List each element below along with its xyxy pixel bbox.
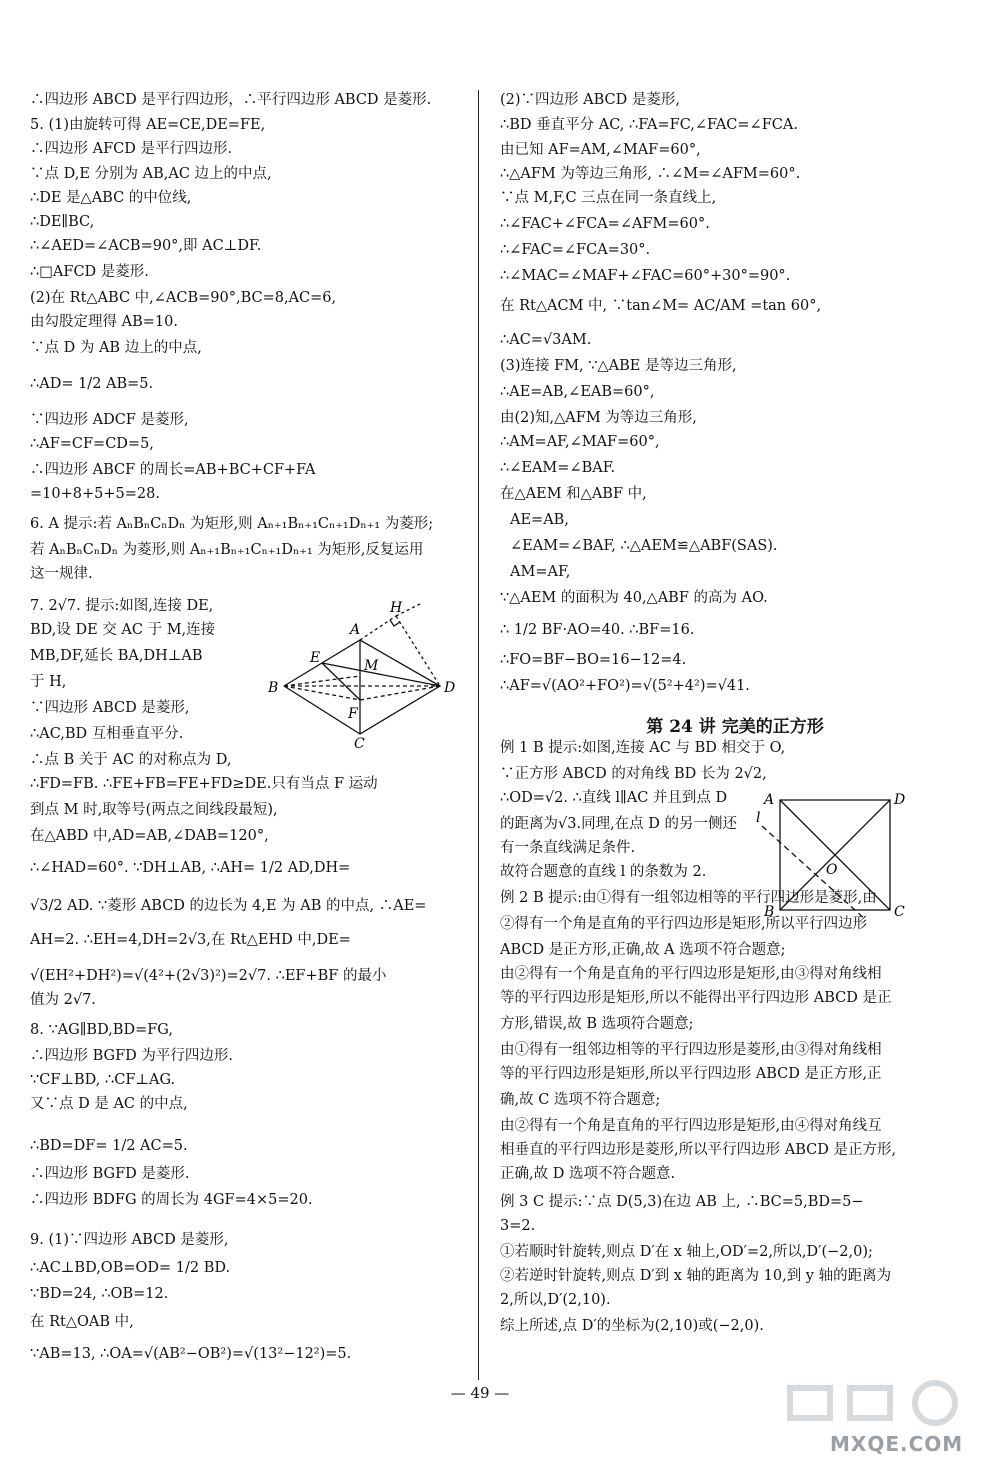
text-line: 6. A 提示:若 AₙBₙCₙDₙ 为矩形,则 Aₙ₊₁Bₙ₊₁Cₙ₊₁Dₙ₊₁ 为菱形; — [30, 516, 434, 532]
text-line: BD,设 DE 交 AC 于 M,连接 — [30, 622, 216, 638]
text-line: ∵四边形 ABCD 是菱形, — [30, 700, 190, 716]
text-line: 故符合题意的直线 l 的条数为 2. — [500, 864, 707, 880]
text-line: ②得有一个角是直角的平行四边形是矩形,所以平行四边形 — [500, 916, 868, 932]
text-line: ∵点 M,F,C 三点在同一条直线上, — [500, 190, 717, 206]
text-line: ①若顺时针旋转,则点 D′在 x 轴上,OD′=2,所以,D′(−2,0); — [500, 1244, 873, 1260]
text-line: ∴四边形 BGFD 是菱形. — [30, 1166, 190, 1182]
text-line: ∴AM=AF,∠MAF=60°, — [500, 434, 660, 450]
text-line: ∵正方形 ABCD 的对角线 BD 长为 2√2, — [500, 766, 767, 782]
text-line: ∴DE 是△ABC 的中位线, — [30, 190, 192, 206]
fig1-label-a: A — [350, 622, 361, 638]
text-line: 的距离为√3.同理,在点 D 的另一侧还 — [500, 816, 738, 832]
text-line: ∵BD=24, ∴OB=12. — [30, 1286, 169, 1302]
fig1-label-h: H — [390, 600, 403, 616]
rhombus-outline — [284, 640, 440, 734]
square-figure — [756, 790, 912, 920]
text-line: 若 AₙBₙCₙDₙ 为菱形,则 Aₙ₊₁Bₙ₊₁Cₙ₊₁Dₙ₊₁ 为矩形,反复运用 — [30, 542, 424, 558]
text-line: 正确,故 D 选项不符合题意. — [500, 1166, 676, 1182]
text-line: √3/2 AD. ∵菱形 ABCD 的边长为 4,E 为 AB 的中点, ∴AE= — [30, 898, 427, 914]
text-line: MB,DF,延长 BA,DH⊥AB — [30, 648, 203, 664]
text-line: ∵△AEM 的面积为 40,△ABF 的高为 AO. — [500, 590, 768, 606]
fig2-label-c: C — [894, 904, 905, 920]
fig2-label-b: B — [764, 904, 775, 920]
text-line: √(EH²+DH²)=√(4²+(2√3)²)=2√7. ∴EF+BF 的最小 — [30, 968, 387, 984]
text-line: (2)在 Rt△ABC 中,∠ACB=90°,BC=8,AC=6, — [30, 290, 337, 306]
text-line: 综上所述,点 D′的坐标为(2,10)或(−2,0). — [500, 1318, 764, 1334]
text-line: ∴AC⊥BD,OB=OD= 1/2 BD. — [30, 1260, 231, 1276]
text-line: AE=AB, — [510, 512, 569, 528]
text-line: 例 3 C 提示:∵点 D(5,3)在边 AB 上, ∴BC=5,BD=5− — [500, 1194, 864, 1210]
text-line: 于 H, — [30, 674, 67, 690]
perpendicular-dh — [396, 616, 440, 686]
watermark-text: MXQE.COM — [830, 1432, 964, 1456]
text-line: 5. (1)由旋转可得 AE=CE,DE=FE, — [30, 117, 266, 133]
extension-ah — [360, 616, 396, 640]
fig1-label-e: E — [310, 650, 321, 666]
text-line: 在△AEM 和△ABF 中, — [500, 486, 647, 502]
text-line: 由已知 AF=AM,∠MAF=60°, — [500, 142, 701, 158]
fig1-label-c: C — [354, 736, 365, 748]
text-line: ∴∠HAD=60°. ∵DH⊥AB, ∴AH= 1/2 AD,DH= — [30, 860, 351, 876]
text-line: ABCD 是正方形,正确,故 A 选项不符合题意; — [500, 942, 786, 958]
text-line: 到点 M 时,取等号(两点之间线段最短), — [30, 802, 278, 818]
fig2-label-l: l — [756, 810, 761, 826]
text-line: ∵AB=13, ∴OA=√(AB²−OB²)=√(13²−12²)=5. — [30, 1346, 352, 1362]
fig1-label-b: B — [268, 680, 279, 696]
text-line: 又∵点 D 是 AC 的中点, — [30, 1096, 188, 1112]
text-line: 等的平行四边形是矩形,所以平行四边形 ABCD 是正方形,正 — [500, 1066, 882, 1082]
text-line: 等的平行四边形是矩形,所以不能得出平行四边形 ABCD 是正 — [500, 990, 892, 1006]
text-line: 8. ∵AG∥BD,BD=FG, — [30, 1022, 173, 1038]
text-line: ∴FD=FB. ∴FE+FB=FE+FD≥DE.只有当点 F 运动 — [30, 776, 378, 792]
text-line: =10+8+5+5=28. — [30, 486, 160, 502]
text-line: 由(2)知,△AFM 为等边三角形, — [500, 410, 697, 426]
text-line: 3=2. — [500, 1218, 536, 1234]
column-divider — [478, 90, 479, 1380]
text-line: 由②得有一个角是直角的平行四边形是矩形,由④得对角线互 — [500, 1118, 882, 1134]
fig2-label-o: O — [826, 862, 838, 878]
text-line: 值为 2√7. — [30, 992, 96, 1008]
text-line: 例 2 B 提示:由①得有一组邻边相等的平行四边形是菱形,由 — [500, 890, 877, 906]
dashed-bm — [284, 676, 360, 686]
text-line: 由勾股定理得 AB=10. — [30, 314, 178, 330]
text-line: ∴ 1/2 BF·AO=40. ∴BF=16. — [500, 622, 695, 638]
text-line: 在 Rt△OAB 中, — [30, 1314, 134, 1330]
text-line: 2,所以,D′(2,10). — [500, 1292, 611, 1308]
text-line: ∴四边形 AFCD 是平行四边形. — [30, 141, 233, 157]
text-line: 例 1 B 提示:如图,连接 AC 与 BD 相交于 O, — [500, 740, 786, 756]
text-line: ∴四边形 BGFD 为平行四边形. — [30, 1048, 234, 1064]
text-line: ∴AC,BD 互相垂直平分. — [30, 726, 184, 742]
text-line: ∴四边形 BDFG 的周长为 4GF=4×5=20. — [30, 1192, 313, 1208]
text-line: ∴点 B 关于 AC 的对称点为 D, — [30, 752, 232, 768]
text-line: ∴∠AED=∠ACB=90°,即 AC⊥DF. — [30, 238, 262, 254]
rhombus-figure — [262, 598, 462, 748]
section-title: 第 24 讲 完美的正方形 — [646, 717, 824, 737]
text-line: ∴BD 垂直平分 AC, ∴FA=FC,∠FAC=∠FCA. — [500, 117, 798, 133]
text-line: (3)连接 FM, ∵△ABE 是等边三角形, — [500, 358, 737, 374]
text-line: AM=AF, — [510, 564, 571, 580]
text-line: AH=2. ∴EH=4,DH=2√3,在 Rt△EHD 中,DE= — [30, 932, 351, 948]
right-angle-mark — [390, 620, 400, 626]
segment-ed — [322, 663, 440, 686]
text-line: ∵四边形 ADCF 是菱形, — [30, 412, 189, 428]
text-line: ∴△AFM 为等边三角形, ∴∠M=∠AFM=60°. — [500, 166, 801, 182]
text-line: ∴∠FAC=∠FCA=30°. — [500, 242, 651, 258]
text-line: ∴DE∥BC, — [30, 214, 95, 230]
text-line: (2)∵四边形 ABCD 是菱形, — [500, 92, 680, 108]
text-line: ∴∠MAC=∠MAF+∠FAC=60°+30°=90°. — [500, 268, 791, 284]
text-line: 9. (1)∵四边形 ABCD 是菱形, — [30, 1232, 229, 1248]
fig1-label-m: M — [364, 658, 379, 674]
text-line: 由②得有一个角是直角的平行四边形是矩形,由③得对角线相 — [500, 966, 882, 982]
text-line: ∴OD=√2. ∴直线 l∥AC 并且到点 D — [500, 790, 728, 806]
text-line: 有一条直线满足条件. — [500, 840, 636, 856]
text-line: ∴□AFCD 是菱形. — [30, 264, 149, 280]
text-line: ∴AE=AB,∠EAB=60°, — [500, 384, 655, 400]
text-line: ∴四边形 ABCF 的周长=AB+BC+CF+FA — [30, 462, 316, 478]
text-line: 相垂直的平行四边形是菱形,所以平行四边形 ABCD 是正方形, — [500, 1142, 897, 1158]
fig2-label-a: A — [764, 792, 775, 808]
text-line: ∴AF=CF=CD=5, — [30, 436, 154, 452]
text-line: ∴AF=√(AO²+FO²)=√(5²+4²)=√41. — [500, 678, 750, 694]
text-line: 确,故 C 选项不符合题意; — [500, 1092, 661, 1108]
text-line: ∠EAM=∠BAF, ∴△AEM≌△ABF(SAS). — [510, 538, 778, 554]
text-line: ∴∠EAM=∠BAF. — [500, 460, 616, 476]
text-line: ∴FO=BF−BO=16−12=4. — [500, 652, 687, 668]
text-line: 这一规律. — [30, 566, 93, 582]
text-line: ∵CF⊥BD, ∴CF⊥AG. — [30, 1072, 176, 1088]
fig2-label-d: D — [894, 792, 906, 808]
page-number: — 49 — — [450, 1384, 510, 1402]
text-line: ∵点 D,E 分别为 AB,AC 边上的中点, — [30, 166, 272, 182]
text-line: 在 Rt△ACM 中, ∵tan∠M= AC/AM =tan 60°, — [500, 298, 822, 314]
text-line: 在△ABD 中,AD=AB,∠DAB=120°, — [30, 828, 269, 844]
text-line: ∴四边形 ABCD 是平行四边形，∴平行四边形 ABCD 是菱形. — [30, 92, 432, 108]
text-line: ∵点 D 为 AB 边上的中点, — [30, 340, 202, 356]
text-line: ∴AC=√3AM. — [500, 332, 592, 348]
text-line: ∴∠FAC+∠FCA=∠AFM=60°. — [500, 216, 710, 232]
fig1-label-f: F — [348, 706, 358, 722]
text-line: 由①得有一组邻边相等的平行四边形是菱形,由③得对角线相 — [500, 1042, 882, 1058]
text-line: 方形,错误,故 B 选项符合题意; — [500, 1016, 694, 1032]
text-line: ∴BD=DF= 1/2 AC=5. — [30, 1138, 188, 1154]
text-line: ∴AD= 1/2 AB=5. — [30, 376, 154, 392]
fig1-label-d: D — [444, 680, 456, 696]
text-line: ②若逆时针旋转,则点 D′到 x 轴的距离为 10,到 y 轴的距离为 — [500, 1268, 892, 1284]
text-line: 7. 2√7. 提示:如图,连接 DE, — [30, 598, 214, 614]
